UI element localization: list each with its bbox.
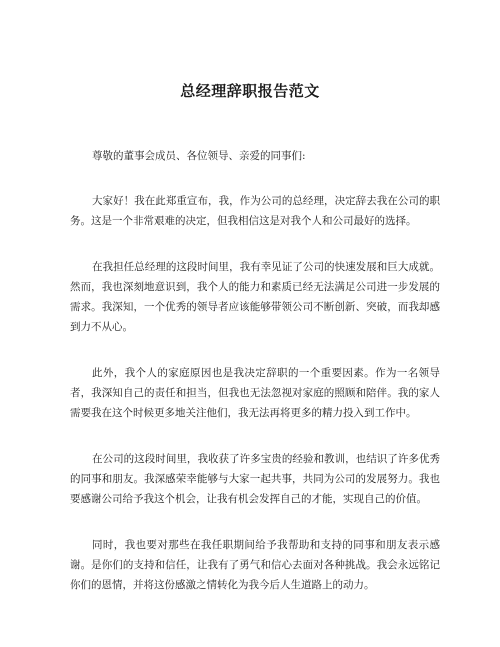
salutation: 尊敬的董事会成员、各位领导、亲爱的同事们:	[92, 150, 306, 162]
paragraph-1: 大家好！我在此郑重宣布，我，作为公司的总经理，决定辞去我在公司的职务。这是一个非常艰难的决定，但我相信这是对我个人和公司最好的选择。	[70, 195, 440, 227]
document-body	[70, 146, 440, 621]
paragraph-5: 同时，我也要对那些在我任职期间给予我帮助和支持的同事和朋友表示感谢。是你们的支持和信任，让我有了勇气和信心去面对各种挑战。我会永远铭记你们的恩情，并将这份感激之情转化为我今后人生道路上的动力。	[70, 539, 440, 591]
paragraph-4: 在公司的这段时间里，我收获了许多宝贵的经验和教训，也结识了许多优秀的同事和朋友。我深感荣幸能够与大家一起共事，共同为公司的发展努力。我也要感谢公司给予我这个机会，让我有机会发挥自己的才能，实现自己的价值。	[70, 453, 440, 505]
document-title: 总经理辞职报告范文	[180, 82, 320, 100]
paragraph-3: 此外，我个人的家庭原因也是我决定辞职的一个重要因素。作为一名领导者，我深知自己的责任和担当，但我也无法忽视对家庭的照顾和陪伴。我的家人需要我在这个时候更多地关注他们，我无法再将更多的精力投入到工作中。	[70, 367, 440, 419]
paragraph-2: 在我担任总经理的这段时间里，我有幸见证了公司的快速发展和巨大成就。然而，我也深刻地意识到，我个人的能力和素质已经无法满足公司进一步发展的需求。我深知，一个优秀的领导者应该能够带领公司不断创新、突破，而我却感到力不从心。	[70, 261, 440, 333]
